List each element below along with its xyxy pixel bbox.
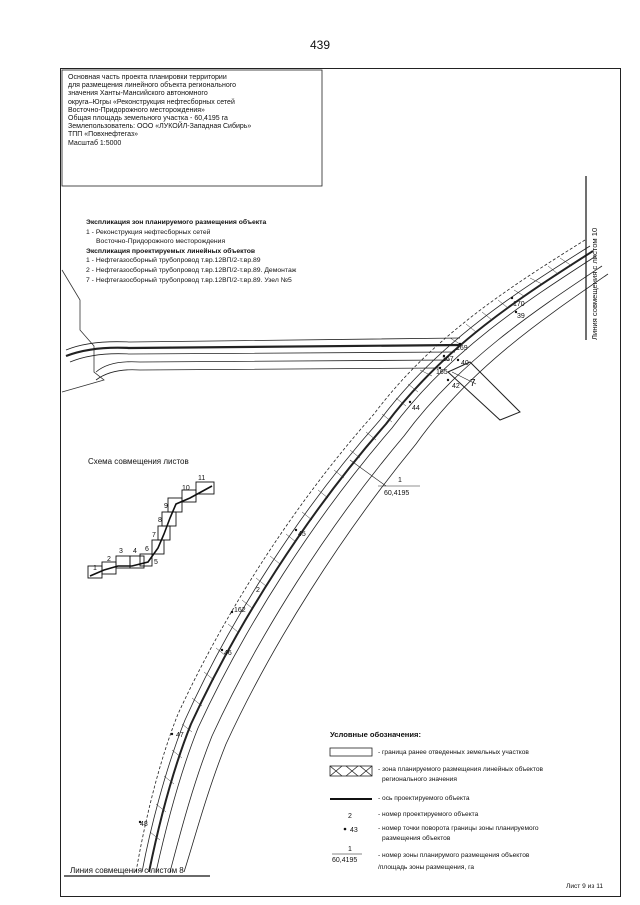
object-item: 1 - Нефтегазосборный трубопровод т.вр.12ВП/2-т.вр.89 (86, 257, 261, 265)
point-label: 162 (234, 607, 246, 614)
object-7-label: 7 (470, 378, 476, 389)
legend-item: размещения объектов (382, 835, 451, 842)
turn-points (139, 297, 517, 823)
point-marker (511, 297, 513, 299)
point-marker (457, 359, 459, 361)
land-boundary-left (62, 270, 104, 392)
point-label: 44 (412, 405, 420, 412)
point-label: 169 (456, 345, 468, 352)
scheme-sheet-number: 6 (145, 546, 149, 553)
point-marker (447, 379, 449, 381)
legend-sample-zone (330, 766, 372, 776)
point-label: 47 (176, 732, 184, 739)
title-line: ТПП «Повхнефтегаз» (68, 131, 139, 139)
object-2-label: 2 (256, 587, 260, 594)
scheme-sheet-number: 3 (119, 548, 123, 555)
match-line-right-label: Линия совмещения с листом 10 (590, 227, 599, 340)
scheme-sheet-number: 10 (182, 485, 190, 492)
zone-area-label: 60,4195 (384, 490, 410, 497)
point-marker (231, 611, 233, 613)
legend-sample-zone-number: 1 (348, 846, 352, 853)
scheme-sheet-number: 11 (198, 475, 206, 482)
legend-item: - номер точки поворота границы зоны планируемого (378, 825, 539, 832)
legend-item: регионального значения (382, 776, 457, 783)
scheme-sheet-number: 8 (158, 517, 162, 524)
zones-item-cont: Восточно-Придорожного месторождения (96, 238, 226, 246)
point-label: 39 (517, 313, 525, 320)
legend-item: - номер зоны планирумого размещения объектов (378, 852, 530, 859)
legend-item: - ось проектируемого объекта (378, 795, 470, 802)
point-marker (295, 529, 297, 531)
page-number: 439 (309, 38, 331, 52)
scheme-sheet-number: 7 (152, 532, 156, 539)
title-line: Масштаб 1:5000 (68, 139, 122, 147)
scheme-sheet-number: 5 (154, 559, 158, 566)
scheme-sheet-number: 1 (93, 565, 97, 572)
title-line: Восточно-Придорожного месторождения» (68, 106, 205, 114)
object-item: 7 - Нефтегазосборный трубопровод т.вр.12ВП/2-т.вр.89. Узел №5 (86, 276, 292, 284)
legend-sample-zone-area: 60,4195 (332, 857, 358, 864)
scheme-sheet-number: 9 (164, 503, 168, 510)
match-line-right (590, 180, 604, 340)
scheme-sheet-number: 4 (133, 548, 137, 555)
point-marker (409, 401, 411, 403)
legend-item: /площадь зоны размещения, га (378, 864, 475, 871)
point-label: 46 (224, 650, 232, 657)
zones-title: Экспликация зон планируемого размещения объекта (86, 219, 267, 226)
legend-sample-boundary (330, 748, 372, 756)
title-line: Основная часть проекта планировки территории (68, 74, 227, 81)
point-label: 42 (452, 383, 460, 390)
legend-sample-object-number: 2 (348, 813, 352, 820)
objects-title: Экспликация проектируемых линейных объектов (86, 247, 256, 255)
title-line: Общая площадь земельного участка - 60,4195 га (68, 115, 228, 123)
title-block (68, 74, 318, 148)
point-label: 40 (461, 360, 469, 367)
title-line: для размещения линейного объекта регионального (68, 82, 236, 90)
point-label: 45 (298, 531, 306, 538)
zones-item: 1 - Реконструкция нефтесборных сетей (86, 228, 211, 236)
road-west (66, 338, 460, 380)
point-label: 170 (513, 301, 525, 308)
object-item: 2 - Нефтегазосборный трубопровод т.вр.12ВП/2-т.вр.89. Демонтаж (86, 266, 297, 274)
point-label: 165 (436, 369, 448, 376)
point-marker (221, 649, 223, 651)
scheme-title: Схема совмещения листов (88, 457, 189, 466)
zone-number-label: 1 (398, 477, 402, 484)
legend-sample-point-marker (344, 828, 347, 831)
object-7-area (448, 362, 520, 420)
explication (86, 218, 296, 285)
point-marker (171, 733, 173, 735)
legend-item: - номер проектируемого объекта (378, 811, 479, 818)
legend-item: - граница ранее отведенных земельных участков (378, 749, 529, 756)
title-line: Землепользователь: ООО «ЛУКОЙЛ-Западная Сибирь» (68, 123, 252, 131)
point-label: 167 (442, 356, 454, 363)
legend-title: Условные обозначения: (330, 730, 422, 739)
title-line: округа–Югры «Реконструкция нефтесборных сетей (68, 98, 235, 106)
title-line: значения Ханты-Мансийского автономного (68, 90, 208, 98)
point-label: 48 (140, 821, 148, 828)
sheet-of-label: Лист 9 из 11 (566, 883, 604, 890)
scheme-sheet-number: 2 (107, 556, 111, 563)
legend-sample-point: 43 (350, 827, 358, 834)
match-line-bottom-label: Линия совмещения с листом 8 (70, 866, 184, 875)
legend-item: - зона планируемого размещения линейных объектов (378, 766, 543, 773)
sheet-scheme (88, 482, 214, 578)
main-corridor (136, 240, 608, 872)
